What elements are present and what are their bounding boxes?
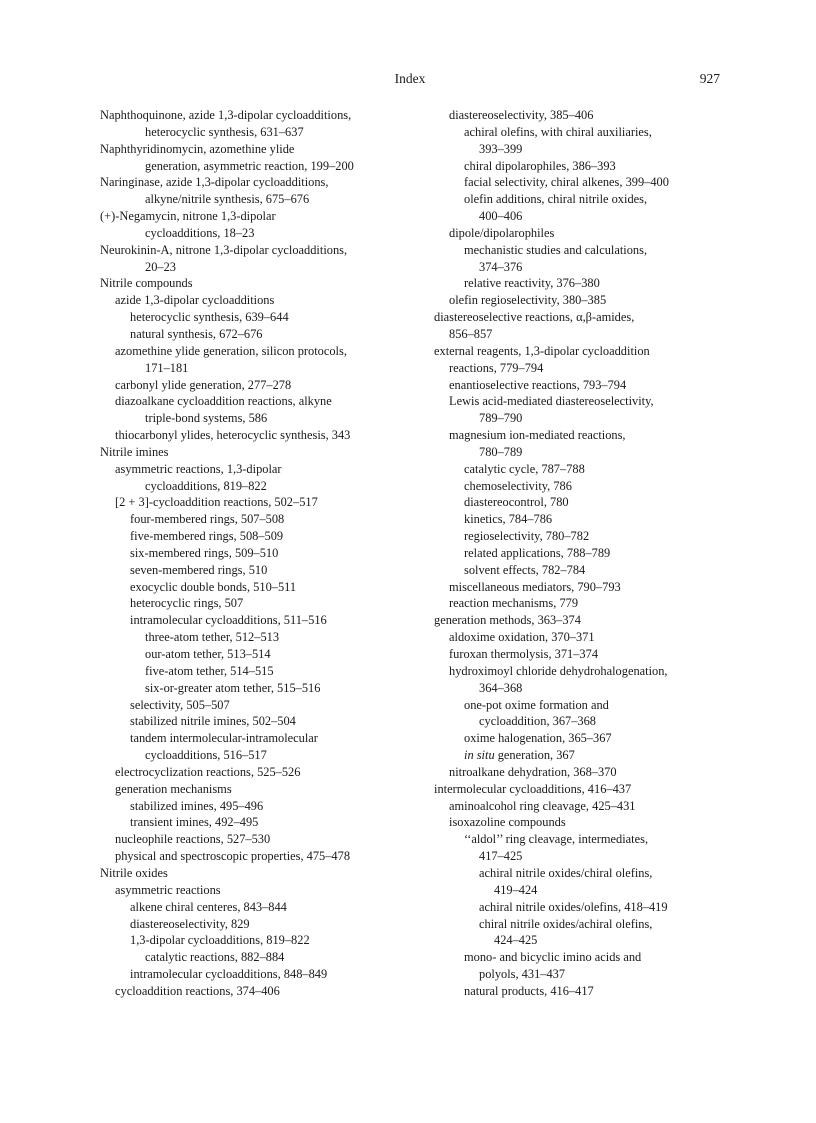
index-entry [100,916,400,933]
index-entry-text: electrocyclization reactions, 525–526 [115,764,301,779]
index-entry-text: ‘‘aldol’’ ring cleavage, intermediates, [464,832,649,847]
index-entry [434,343,734,377]
index-entry-text: five-membered rings, 508–509 [130,529,284,544]
index-entry [100,848,400,865]
index-entry-text: six-or-greater atom tether, 515–516 [145,680,321,695]
index-entry-continuation: polyols, 431–437 [479,967,566,982]
index-entry-continuation: alkyne/nitrile synthesis, 675–676 [145,192,310,207]
index-entry-text: six-membered rings, 509–510 [130,545,279,560]
index-entry-text: external reagents, 1,3-dipolar cycloaddition [434,343,650,358]
index-entry [100,949,400,966]
index-entry [100,730,400,764]
index-entry [100,377,400,394]
index-entry [100,292,400,309]
index-entry [100,326,400,343]
index-entry-continuation: cycloaddition, 367–368 [479,714,597,729]
index-entry-text: regioselectivity, 780–782 [464,529,590,544]
index-entry-text: three-atom tether, 512–513 [145,630,280,645]
index-entry-text: generation mechanisms [115,781,232,796]
index-entry-text: miscellaneous mediators, 790–793 [449,579,621,594]
index-entry-text: hydroximoyl chloride dehydrohalogenation, [449,663,668,678]
index-entry [434,528,734,545]
index-entry [100,242,400,276]
index-entry-continuation: 400–406 [479,209,523,224]
index-entry-text: natural products, 416–417 [464,983,594,998]
index-entry-text: selectivity, 505–507 [130,697,230,712]
index-entry [434,764,734,781]
index-entry [434,814,734,831]
index-entry [434,292,734,309]
index-entry-text: reaction mechanisms, 779 [449,596,579,611]
index-entry-text: Neurokinin-A, nitrone 1,3-dipolar cycloadditions, [100,242,348,257]
index-entry [434,579,734,596]
index-entry [434,107,734,124]
index-entry-text: furoxan thermolysis, 371–374 [449,647,599,661]
index-entry [434,242,734,276]
index-entry [100,697,400,714]
index-entry [100,174,400,208]
index-entry [434,478,734,495]
index-entry-text: stabilized nitrile imines, 502–504 [130,714,296,729]
index-entry-text: Lewis acid-mediated diastereoselectivity, [449,394,654,409]
index-entry-text: Nitrile imines [100,444,169,459]
index-entry [434,646,734,663]
index-entry [434,697,734,731]
index-entry-continuation: generation, asymmetric reaction, 199–200 [145,158,354,173]
index-entry [434,191,734,225]
index-entry [100,899,400,916]
index-entry-text: achiral nitrile oxides/olefins, 418–419 [479,899,668,914]
index-entry [434,158,734,175]
index-entry [100,646,400,663]
index-entry-text: intramolecular cycloadditions, 848–849 [130,967,328,982]
index-entry [100,764,400,781]
index-entry-continuation: 374–376 [479,259,523,274]
index-entry-text: related applications, 788–789 [464,545,611,560]
index-entry [434,225,734,242]
index-entry [434,747,734,764]
index-entry [100,393,400,427]
index-entry [100,444,400,461]
index-entry-continuation: cycloadditions, 18–23 [145,225,255,240]
index-entry [100,208,400,242]
index-entry-text: diastereoselectivity, 385–406 [449,108,594,122]
index-entry [100,983,400,1000]
running-title: Index [394,71,426,86]
index-entry-continuation: cycloadditions, 819–822 [145,478,267,493]
index-entry [100,141,400,175]
index-entry [100,932,400,949]
index-entry-text: asymmetric reactions, 1,3-dipolar [115,461,282,476]
index-entry [434,124,734,158]
index-entry-text: tandem intermolecular-intramolecular [130,731,318,746]
index-entry-text: achiral nitrile oxides/chiral olefins, [479,865,653,880]
index-entry [434,174,734,191]
index-entry-continuation: 364–368 [479,680,523,695]
index-entry-text: oxime halogenation, 365–367 [464,731,612,746]
index-entry [100,528,400,545]
index-entry-text: relative reactivity, 376–380 [464,276,600,291]
index-entry-text: four-membered rings, 507–508 [130,512,285,527]
index-entry [100,461,400,495]
index-entry [434,595,734,612]
index-entry [434,309,734,343]
index-entry [434,562,734,579]
index-entry [100,427,400,444]
index-entry [100,612,400,629]
index-entry-text: nucleophile reactions, 527–530 [115,832,271,847]
index-entry-text: heterocyclic synthesis, 639–644 [130,310,289,325]
index-entry-text: our-atom tether, 513–514 [145,647,271,661]
index-entry [434,949,734,983]
index-entry-text: asymmetric reactions [115,882,221,897]
index-entry-continuation: 20–23 [145,259,176,274]
index-entry-text: nitroalkane dehydration, 368–370 [449,764,617,779]
index-entry [434,275,734,292]
index-entry-text: Nitrile oxides [100,865,168,880]
index-entry-text: chemoselectivity, 786 [464,478,572,493]
index-entry-text: intramolecular cycloadditions, 511–516 [130,613,327,628]
index-entry-text: carbonyl ylide generation, 277–278 [115,377,292,392]
index-entry-continuation: 417–425 [479,849,523,864]
index-entry-continuation: 789–790 [479,411,523,426]
index-entry-text: catalytic reactions, 882–884 [145,950,285,965]
index-entry-text: aminoalcohol ring cleavage, 425–431 [449,798,636,813]
index-entry-continuation: 424–425 [494,933,538,948]
index-entry [434,865,734,899]
index-entry [434,899,734,916]
index-entry-text: Naphthyridinomycin, azomethine ylide [100,141,295,156]
page-header [100,71,720,91]
index-entry-text: transient imines, 492–495 [130,815,259,830]
index-entry-text: solvent effects, 782–784 [464,562,586,577]
index-entry-continuation: 856–857 [449,326,493,341]
index-entry [434,983,734,1000]
index-entry-text: mechanistic studies and calculations, [464,242,648,257]
index-entry [434,612,734,629]
index-entry [100,579,400,596]
index-entry-continuation: 171–181 [145,360,189,375]
index-entry-text: chiral nitrile oxides/achiral olefins, [479,916,653,931]
index-entry-text: heterocyclic rings, 507 [130,596,244,611]
index-entry-text: cycloaddition reactions, 374–406 [115,983,280,998]
index-entry-text: magnesium ion-mediated reactions, [449,428,626,443]
index-entry-text: dipole/dipolarophiles [449,225,555,240]
index-entry [434,545,734,562]
index-entry [434,663,734,697]
index-entry-text: facial selectivity, chiral alkenes, 399–400 [464,175,669,190]
index-entry-text: diastereoselective reactions, α,β-amides, [434,310,635,325]
index-entry-continuation: 393–399 [479,141,523,156]
index-entry-continuation: triple-bond systems, 586 [145,411,268,426]
index-entry-text: diazoalkane cycloaddition reactions, alkyne [115,394,332,409]
index-entry-text: achiral olefins, with chiral auxiliaries, [464,124,652,139]
index-entry-continuation: cycloadditions, 516–517 [145,748,267,763]
index-entry [434,511,734,528]
index-entry-text: five-atom tether, 514–515 [145,663,274,678]
index-entry [100,882,400,899]
index-entry-text: Nitrile compounds [100,276,193,291]
index-entry-text: kinetics, 784–786 [464,512,553,527]
index-entry-text: physical and spectroscopic properties, 475–478 [115,849,351,864]
index-entry-text: intermolecular cycloadditions, 416–437 [434,781,632,796]
index-entry [434,781,734,798]
index-entry-text: one-pot oxime formation and [464,697,609,712]
index-entry [434,916,734,950]
index-column-right [434,107,734,1000]
index-entry [100,680,400,697]
index-entry-continuation: heterocyclic synthesis, 631–637 [145,124,304,139]
index-entry [100,343,400,377]
index-entry-text: generation methods, 363–374 [434,613,581,628]
index-entry-text: thiocarbonyl ylides, heterocyclic synthesis, 343 [115,428,351,443]
index-entry [434,494,734,511]
index-entry-text: mono- and bicyclic imino acids and [464,950,642,965]
index-entry [434,427,734,461]
index-entry [434,461,734,478]
index-entry-text: isoxazoline compounds [449,815,566,830]
index-entry-text: diastereocontrol, 780 [464,495,569,510]
index-entry-text: olefin regioselectivity, 380–385 [449,293,607,308]
index-entry [434,730,734,747]
index-entry [434,377,734,394]
index-entry [100,781,400,798]
index-entry-continuation: 780–789 [479,444,523,459]
index-entry [100,798,400,815]
index-entry-text: natural synthesis, 672–676 [130,326,263,341]
index-entry-text: Naphthoquinone, azide 1,3-dipolar cycloadditions, [100,108,352,122]
index-entry-text: stabilized imines, 495–496 [130,798,264,813]
index-entry-text: Naringinase, azide 1,3-dipolar cycloadditions, [100,175,329,190]
index-column-left [100,107,400,1000]
index-entry-text: in situ generation, 367 [464,748,575,763]
index-entry-text: catalytic cycle, 787–788 [464,461,585,476]
index-entry-text: chiral dipolarophiles, 386–393 [464,158,616,173]
index-entry-text: seven-membered rings, 510 [130,562,268,577]
index-entry [100,865,400,882]
index-entry [100,831,400,848]
index-entry-continuation: reactions, 779–794 [449,360,544,375]
index-entry-text: olefin additions, chiral nitrile oxides, [464,192,648,207]
index-entry-text: exocyclic double bonds, 510–511 [130,579,297,594]
index-entry-text: [2 + 3]-cycloaddition reactions, 502–517 [115,495,318,510]
index-entry [434,393,734,427]
index-entry [100,562,400,579]
index-entry-text: diastereoselectivity, 829 [130,916,250,931]
index-entry-text: alkene chiral centeres, 843–844 [130,899,287,914]
index-entry-text: 1,3-dipolar cycloadditions, 819–822 [130,933,310,948]
index-entry [100,814,400,831]
index-entry [434,629,734,646]
index-entry [100,107,400,141]
index-entry [100,663,400,680]
index-entry [100,966,400,983]
index-entry [100,511,400,528]
index-entry [100,275,400,292]
index-entry-text: enantioselective reactions, 793–794 [449,377,627,392]
index-entry [100,494,400,511]
index-entry-text: (+)-Negamycin, nitrone 1,3-dipolar [100,209,276,224]
index-entry-text: aldoxime oxidation, 370–371 [449,630,595,645]
index-entry-text: azide 1,3-dipolar cycloadditions [115,293,275,308]
index-entry [100,309,400,326]
index-entry [100,595,400,612]
index-entry [100,545,400,562]
page-number: 927 [699,71,720,86]
index-entry [434,831,734,865]
index-entry [100,629,400,646]
index-entry [434,798,734,815]
index-entry-text: azomethine ylide generation, silicon protocols, [115,343,347,358]
index-entry-continuation: 419–424 [494,882,538,897]
index-entry [100,713,400,730]
